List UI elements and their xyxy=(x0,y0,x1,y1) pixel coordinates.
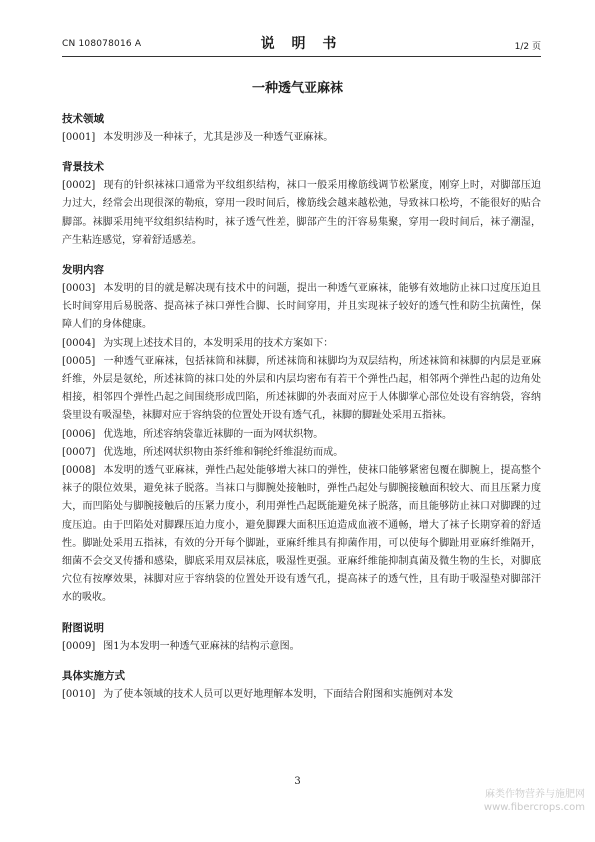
paragraph-text: 优选地，所述容纳袋靠近袜脚的一面为网状织物。 xyxy=(103,428,324,440)
paragraph-text: 为实现上述技术目的，本发明采用的技术方案如下： xyxy=(103,337,334,349)
section-heading: 背景技术 xyxy=(62,161,104,174)
paragraph-number: [0010] xyxy=(62,688,96,700)
paragraph xyxy=(62,335,541,353)
header-rule xyxy=(62,56,541,57)
paragraph-text: 一种透气亚麻袜，包括袜筒和袜脚，所述袜筒和袜脚均为双层结构，所述袜筒和袜脚的内层是亚麻纤维，外层是氨纶，所述袜筒的袜口处的外层和内层均密布有若干个弹性凸起，相邻两个弹性凸起的边角处相接，相邻四个弹性凸起之间围绕形成凹陷，所述袜脚的外表面对应于人体脚掌心部位处设有容纳袋，容纳袋里设有吸湿垫，袜脚对应于容纳袋的位置处开设有透气孔，袜脚的脚趾处采用五指袜。 xyxy=(62,355,541,422)
paragraph-text: 现有的针织袜袜口通常为平纹组织结构，袜口一般采用橡筋线调节松紧度，刚穿上时，对脚部压迫力过大，经常会出现很深的勒痕，穿用一段时间后，橡筋线会越来越松弛，导致袜口松垮，不能很好的贴合脚部。袜脚采用纯平纹组织结构时，袜子透气性差，脚部产生的汗容易集聚，穿用一段时间后，袜子潮湿，产生粘连感觉，穿着舒适感差。 xyxy=(62,180,541,246)
patent-number: CN 108078016 A xyxy=(62,39,142,49)
paragraph-number: [0001] xyxy=(62,132,96,143)
paragraph xyxy=(62,280,541,335)
paragraph xyxy=(62,462,541,608)
paragraph-number: [0005] xyxy=(62,355,96,367)
paragraph-number: [0002] xyxy=(62,180,96,192)
section-heading: 发明内容 xyxy=(62,264,104,277)
paragraph-number: [0009] xyxy=(62,640,96,652)
paragraph xyxy=(62,426,541,444)
paragraph-text: 为了使本领域的技术人员可以更好地理解本发明，下面结合附图和实施例对本发 xyxy=(103,688,454,700)
paragraph xyxy=(62,129,541,147)
paragraph-text: 本发明涉及一种袜子，尤其是涉及一种透气亚麻袜。 xyxy=(103,132,334,143)
paragraph xyxy=(62,177,541,250)
paragraph xyxy=(62,638,541,656)
paragraph xyxy=(62,353,541,426)
paragraph-text: 本发明的目的就是解决现有技术中的问题，提出一种透气亚麻袜，能够有效地防止袜口过度压迫且长时间穿用后易脱落、提高袜子袜口弹性合脚、长时间穿用，并且实现袜子较好的透气性和防尘抗菌性，保障人们的身体健康。 xyxy=(62,283,541,331)
paragraph-text: 图1为本发明一种透气亚麻袜的结构示意图。 xyxy=(103,640,300,652)
watermark-url: www.fibercrops.com xyxy=(483,802,585,813)
paragraph-number: [0008] xyxy=(62,465,96,477)
watermark-name: 麻类作物营养与施肥网 xyxy=(485,789,585,800)
paragraph-text: 本发明的透气亚麻袜，弹性凸起处能够增大袜口的弹性，使袜口能够紧密包覆在脚腕上，提高整个袜子的限位效果，避免袜子脱落。当袜口与脚腕处接触时，弹性凸起处与脚腕接触面积较大、而且压紧力度大，而凹陷处与脚腕接触后的压紧力度小，利用弹性凸起既能避免袜子脱落，而且能够防止袜口对脚踝的过度压迫。由于凹陷处对脚踝压迫力度小，避免脚踝大面积压迫造成血液不通畅，增大了袜子长期穿着的舒适性。脚趾处采用五指袜，有效的分开每个脚趾，亚麻纤维具有抑菌作用，可以使每个脚趾用亚麻纤维隔开，细菌不会交叉传播和感染，脚底采用双层袜底，吸湿性更强。亚麻纤维能抑制真菌及微生物的生长，对脚底穴位有按摩效果，袜脚对应于容纳袋的位置处开设有透气孔，提高袜子的透气性，且有助于吸湿垫对脚部汗水的吸收。 xyxy=(62,465,541,604)
page-info: 1/2 页 xyxy=(514,42,541,52)
paragraph-number: [0004] xyxy=(62,337,96,349)
section-heading: 具体实施方式 xyxy=(62,669,125,682)
document-title: 一种透气亚麻袜 xyxy=(251,81,343,96)
paragraph xyxy=(62,686,541,704)
watermark xyxy=(484,788,585,814)
paragraph-number: [0006] xyxy=(62,428,96,440)
section-heading: 技术领域 xyxy=(62,113,104,125)
paragraph-number: [0007] xyxy=(62,446,96,458)
header-title: 说 明 书 xyxy=(260,36,343,52)
page-header xyxy=(62,36,541,52)
paragraph xyxy=(62,444,541,462)
paragraph-text: 优选地，所述网状织物由茶纤维和铜纶纤维混纺而成。 xyxy=(103,446,344,458)
page-number: 3 xyxy=(294,776,301,787)
paragraph-number: [0003] xyxy=(62,283,96,295)
document-body xyxy=(62,105,541,704)
section-heading: 附图说明 xyxy=(62,621,104,634)
